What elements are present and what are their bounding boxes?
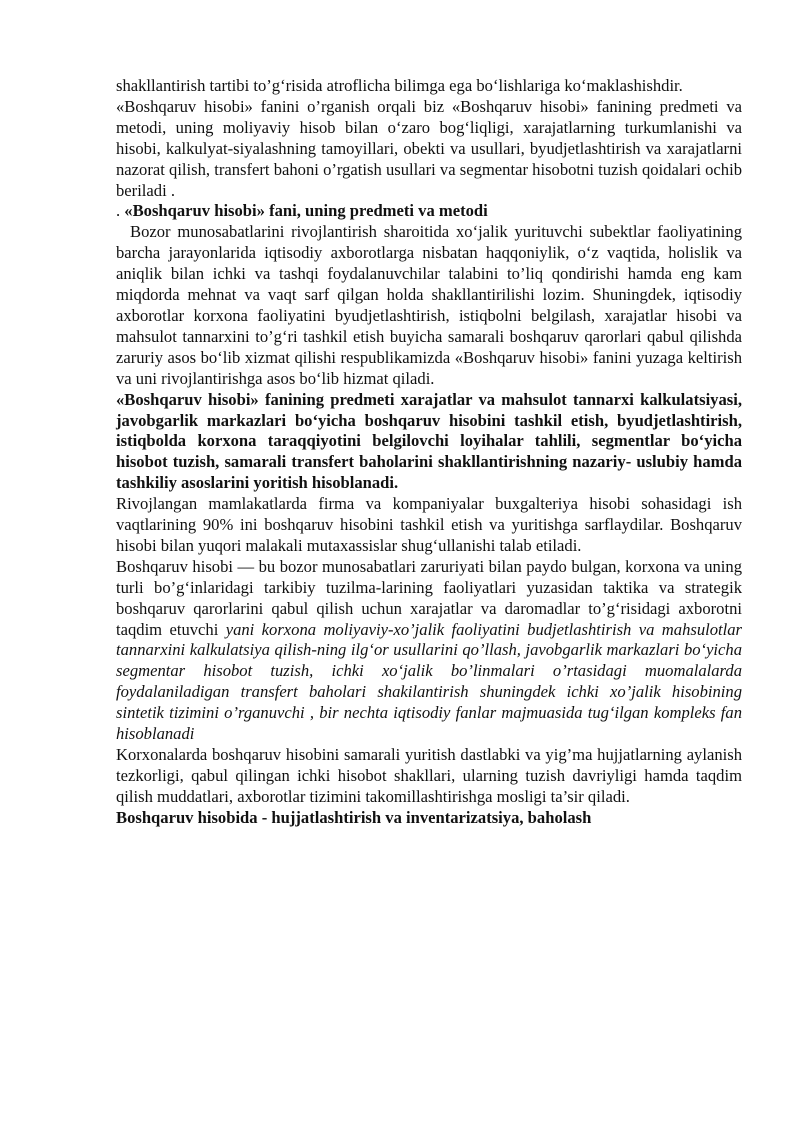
paragraph-subject-definition: «Boshqaruv hisobi» fanining predmeti xarajatlar va mahsulot tannarxi kalkulatsiyasi, javobgarlik markazlari bo‘yicha boshqaruv hisobini tashkil etish, byudjetlashtirish, istiqbolda korxona taraqqiyotini belgilovchi loyihalar tahlili, segmentlar bo‘yicha hisobot tuzish, samarali transfert baholarini shakllantirishning nazariy- uslubiy hamda tashkiliy asoslarini yoritish hisoblanadi.: [116, 389, 742, 493]
paragraph-course-overview: «Boshqaruv hisobi» fanini o’rganish orqali biz «Boshqaruv hisobi» fanining predmeti va metodi, uning moliyaviy hisob bilan o‘zaro bog‘liqligi, xarajatlarning turkumlanishi va hisobi, kalkulyat-siyalashning tamoyillari, obekti va usullari, byudjetlashtirish va xarajatlarni nazorat qilish, transfert bahoni o’rgatish usullari va segmentar hisobotni tuzish qoidalari ochib beriladi .: [116, 96, 742, 200]
section-heading-documentation: Boshqaruv hisobida - hujjatlashtirish va inventarizatsiya, baholash: [116, 807, 592, 827]
heading-prefix: .: [116, 201, 125, 221]
section-heading-subject: [116, 201, 742, 222]
paragraph-enterprise-accounting: Korxonalarda boshqaruv hisobini samarali yuritish dastlabki va yig’ma hujjatlarning aylanish tezkorligi, qabul qilingan ichki hisobot shakllari, ularning tuzish davriyligi hamda taqdim qilish muddatlari, axborotlar tizimini takomillashtirishga mosligi ta’sir qiladi.: [116, 745, 742, 806]
paragraph-intro-end: shakllantirish tartibi to’g‘risida atroflicha bilimga ega bo‘lishlariga ko‘maklashishdir.: [116, 76, 683, 95]
paragraph-developed-countries: Rivojlangan mamlakatlarda firma va kompaniyalar buxgalteriya hisobi sohasidagi ish vaqtlarining 90% ini boshqaruv hisobini tashkil etish va yuritishga sarflaydilar. Boshqaruv hisobi bilan yuqori malakali mutaxassislar shug‘ullanishi talab etiladi.: [116, 494, 742, 555]
definition-text: Boshqaruv hisobi — bu bozor munosabatlari zaruriyati bilan paydo bulgan, korxona va uning turli bo’g‘inlaridagi tarkibiy tuzilma-larining faoliyatlari yuzasidan taktika va strategik boshqaruv qarorlarini qabul qilish uchun xarajatlar va daromadlar to’g‘risidagi axborotni taqdim etuvchi: [116, 556, 742, 639]
paragraph-management-accounting-definition: [116, 557, 742, 745]
paragraph-market-relations: Bozor munosabatlarini rivojlantirish sharoitida xo‘jalik yurituvchi subektlar faoliyatining barcha jarayonlarida iqtisodiy axborotlarga nisbatan haqqoniylik, o‘z vaqtida, holislik va aniqlik bilan ichki va tashqi foydalanuvchilar talabini to’liq qondirishi hamda eng kam miqdorda mehnat va vaqt sarf qilgan holda shakllantirilishi lozim. Shuningdek, iqtisodiy axborotlar korxona faoliyatini byudjetlashtirish, istiqbolni belgilash, xarajatlar hisobi va mahsulot tannarxini to’g‘ri tashkil etish buyicha samarali boshqaruv qarorlari qabul qilishda zaruriy asos bo‘lib xizmat qilishi respublikamizda «Boshqaruv hisobi» fanini yuzaga keltirish va uni rivojlantirishga asos bo‘lib hizmat qiladi.: [116, 222, 742, 388]
heading-text: «Boshqaruv hisobi» fani, uning predmeti va metodi: [124, 201, 488, 221]
definition-italic-text: yani korxona moliyaviy-xo’jalik faoliyatini budjetlashtirish va mahsulotlar tannarxini kalkulatsiya qilish-ning ilg‘or usullarini qo’llash, javobgarlik markazlari bo‘yicha segmentar hisobot tuzish, ichki xo‘jalik bo’linmalari o’rtasidagi muomalalarda foydalaniladigan transfert baholari shakilantirish shuningdek ichki xo’jalik hisobining sintetik tizimini o’rganuvchi , bir nechta iqtisodiy fanlar majmuasida tug‘ilgan kompleks fan hisoblanadi: [116, 619, 743, 744]
document-page: [116, 76, 742, 829]
